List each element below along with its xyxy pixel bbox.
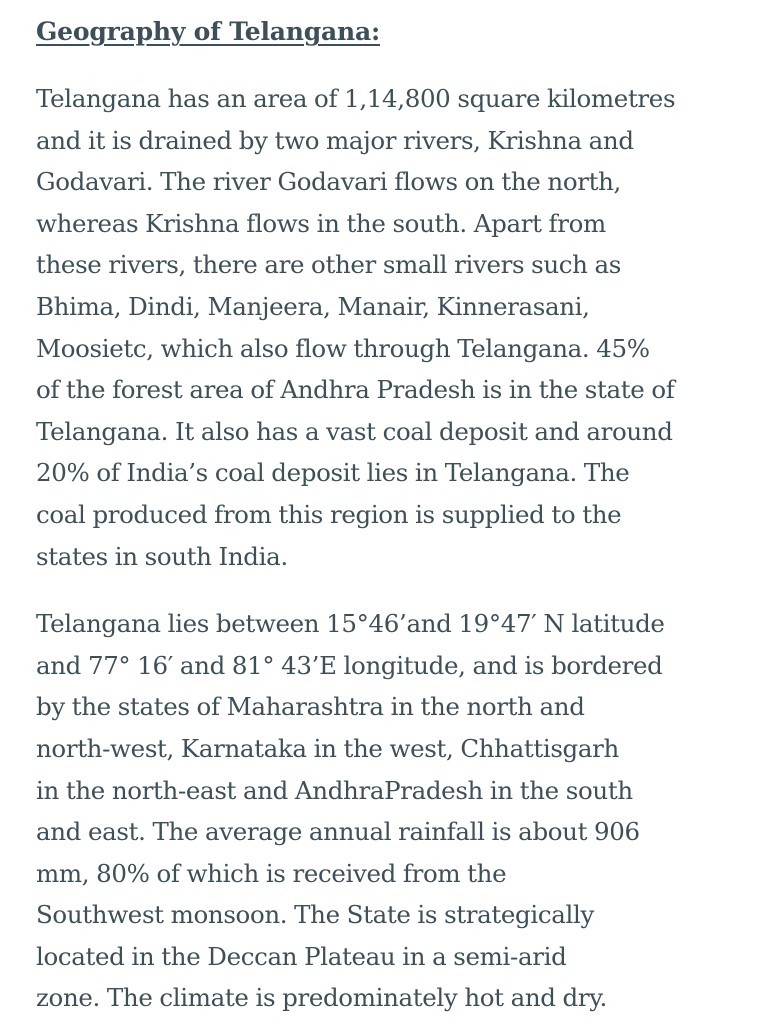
text-line: these rivers, there are other small rivers such as [36, 250, 621, 280]
text-line: zone. The climate is predominately hot and dry. [36, 983, 607, 1013]
text-line: states in south India. [36, 541, 288, 571]
text-line: Telangana lies between 15°46’and 19°47′ N latitude [36, 609, 665, 639]
text-line: Southwest monsoon. The State is strategically [36, 900, 594, 930]
text-line: whereas Krishna flows in the south. Apart from [36, 208, 606, 238]
text-line: Telangana has an area of 1,14,800 square kilometres [36, 84, 676, 113]
text-line: by the states of Maharashtra in the north and [36, 692, 585, 722]
text-line: and it is drained by two major rivers, Krishna and [36, 125, 634, 155]
text-line: 20% of India’s coal deposit lies in Telangana. The [36, 458, 630, 488]
text-line: Godavari. The river Godavari flows on the north, [36, 167, 621, 197]
text-line: Moosietc, which also flow through Telangana. 45% [36, 333, 650, 363]
text-line: and 77° 16′ and 81° 43’E longitude, and is bordered [36, 650, 663, 680]
page-title: Geography of Telangana: [36, 17, 380, 46]
text-line: Telangana. It also has a vast coal deposit and around [36, 416, 673, 446]
paragraph-area-rivers [36, 78, 748, 577]
text-line: in the north-east and AndhraPradesh in the south [36, 775, 633, 805]
text-line: mm, 80% of which is received from the [36, 858, 507, 888]
text-line: located in the Deccan Plateau in a semi-arid [36, 941, 567, 971]
text-line: and east. The average annual rainfall is about 906 [36, 817, 640, 847]
text-line: coal produced from this region is supplied to the [36, 499, 622, 529]
text-line: north-west, Karnataka in the west, Chhattisgarh [36, 733, 619, 763]
text-line: of the forest area of Andhra Pradesh is in the state of [36, 375, 675, 405]
text-line: Bhima, Dindi, Manjeera, Manair, Kinnerasani, [36, 291, 590, 321]
paragraph-location-climate [36, 603, 748, 1019]
